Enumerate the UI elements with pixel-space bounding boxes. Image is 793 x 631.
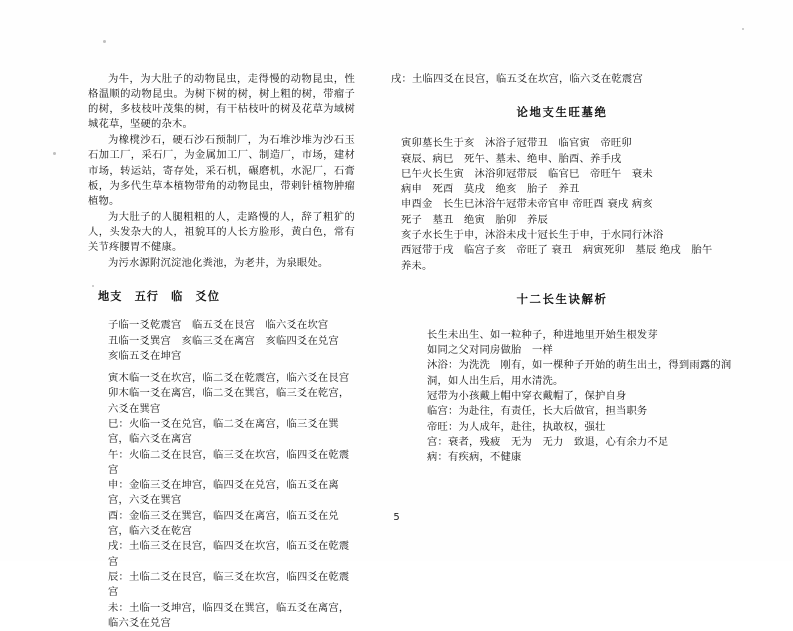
- list-item: 临宫：为赴往，有责任，长大后做官，担当职务: [427, 405, 648, 418]
- spacer: [88, 311, 355, 318]
- list-item: 巳午火长生寅 沐浴卯冠带辰 临官巳 帝旺午 衰未: [401, 167, 653, 180]
- spacer: [391, 316, 733, 328]
- paragraph: 为橡櫈沙石，硬石沙石预制厂，为石堆沙堆为沙石玉石加工厂，采石厂，为金属加工厂、制造厂，市场，建材市场，转运站，寄存处，采石机，碾磨机，水泥厂，石膏板，为多代生草本植物带角的动物昆虫，带剌针植物肿瘤植物。: [88, 134, 355, 207]
- list-item: 午：火临二爻在艮宫，临三爻在坎宫，临四爻在乾震宫: [108, 448, 350, 476]
- section-title-sheng-wang-mu-jue: 论地支生旺墓绝: [516, 105, 608, 120]
- list-item: 酉：金临三爻在巽宫，临四爻在离宫，临五爻在兑宫，临六爻在乾宫: [108, 509, 339, 538]
- continued-line: 戌：土临四爻在艮宫，临五爻在坎宫，临六爻在乾震宫: [391, 73, 643, 85]
- right-column: [355, 0, 793, 520]
- list-item: 未：土临一爻坤宫，临四爻在巽宫，临五爻在离宫，临六爻在兑宫: [108, 601, 350, 629]
- list-item: 养未。: [401, 259, 433, 272]
- list-item: 申：金临三爻在坤宫，临四爻在兑宫，临五爻在离宫，六爻在巽宫: [108, 479, 339, 507]
- list-item: 沐浴：为洗洗 刚有，如一棵种子开始的萌生出土，得到雨露的润洞，如人出生后，用水清洗。: [427, 359, 732, 387]
- list-item: 衰辰、病巳 死午、墓未、绝申、胎酉、养手戌: [401, 152, 622, 165]
- list-item: 申酉金 长生巳沐浴午冠带未帝官申 帝旺酉 衰戌 病亥: [401, 198, 653, 211]
- paragraph: 为污水源附沉淀池化粪池，为老井，为泉眼处。: [108, 257, 329, 270]
- list-item: 子临一爻乾震宫 临五爻在艮宫 临六爻在坎宫: [108, 319, 329, 332]
- page-number: 5: [393, 512, 400, 523]
- list-item: 宫：衰者，残疲 无为 无力 致退，心有余力不足: [427, 435, 669, 448]
- list-item: 辰：土临二爻在艮宫，临三爻在坎宫，临四爻在乾震宫: [108, 570, 350, 599]
- section-title-earthly-branches: 地支 五行 临 爻位: [98, 290, 220, 304]
- spacer: [88, 272, 355, 289]
- list-item: 如同之父对同房做胎 一样: [427, 344, 553, 357]
- list-item: 卯木临一爻在离宫，临二爻在巽宫，临三爻在乾宫，六爻在巽宫: [108, 387, 350, 415]
- list-item: 病：有疾病，不健康: [427, 451, 522, 464]
- paragraph: 为牛，为大肚子的动物昆虫，走得慢的动物昆虫，性格温顺的动物昆虫。为树下树的树，树上粗的树，带瘤子的树，多枝枝叶茂集的树，有干枯枝叶的树及花草为域树城花草，坚硬的杂木。: [88, 73, 355, 131]
- list-item: 死子 墓丑 绝寅 胎卯 养辰: [401, 213, 548, 226]
- spacer: [391, 129, 733, 136]
- list-item: 巳：火临一爻在兑宫，临二爻在离宫，临三爻在巽宫，临六爻在离宫: [108, 418, 339, 446]
- list-item: 亥子水长生于申，沐浴未戌十冠长生于申，于水同行沐浴: [401, 228, 664, 241]
- list-item: 寅木临一爻在坎宫，临二爻在乾震宫，临六爻在艮宫: [108, 372, 350, 385]
- list-item: 西冠带于戌 临宫子亥 帝旺了 衰丑 病寅死卯 墓辰 绝戌 胎午: [401, 244, 713, 257]
- list-item: 寅卯墓长生于亥 沐浴子冠带丑 临官寅 帝旺卯: [401, 137, 632, 150]
- spacer: [391, 87, 733, 104]
- paragraph: 为大肚子的人腿粗粗的人，走路慢的人，辞了粗犷的人，头发杂大的人，祖貌耳的人长方脸形，黄白色，常有关节疼腰胃不健康。: [88, 210, 355, 254]
- section-title-twelve-stages: 十二长生诀解析: [516, 291, 608, 306]
- list-item: 戌：土临三爻在艮宫，临四爻在坎宫，临五爻在乾震宫: [108, 540, 350, 568]
- list-item: 冠带为小孩戴上帽中穿衣戴帽了，保护自身: [427, 390, 627, 403]
- list-item: 丑临一爻巽宫 亥临三爻在离宫 亥临四爻在兑宫 亥临五爻在坤宫: [108, 334, 350, 362]
- list-item: 病申 死酉 莫戌 绝亥 胎子 养丑: [401, 183, 580, 196]
- spacer: [391, 274, 733, 291]
- list-item: 长生未出生、如一粒种子，种进地里开始生根发芽: [427, 328, 658, 341]
- left-column: [0, 0, 355, 629]
- list-item: 帝旺：为人成年，赴往，执敢权，强壮: [427, 420, 606, 433]
- spacer: [88, 364, 355, 371]
